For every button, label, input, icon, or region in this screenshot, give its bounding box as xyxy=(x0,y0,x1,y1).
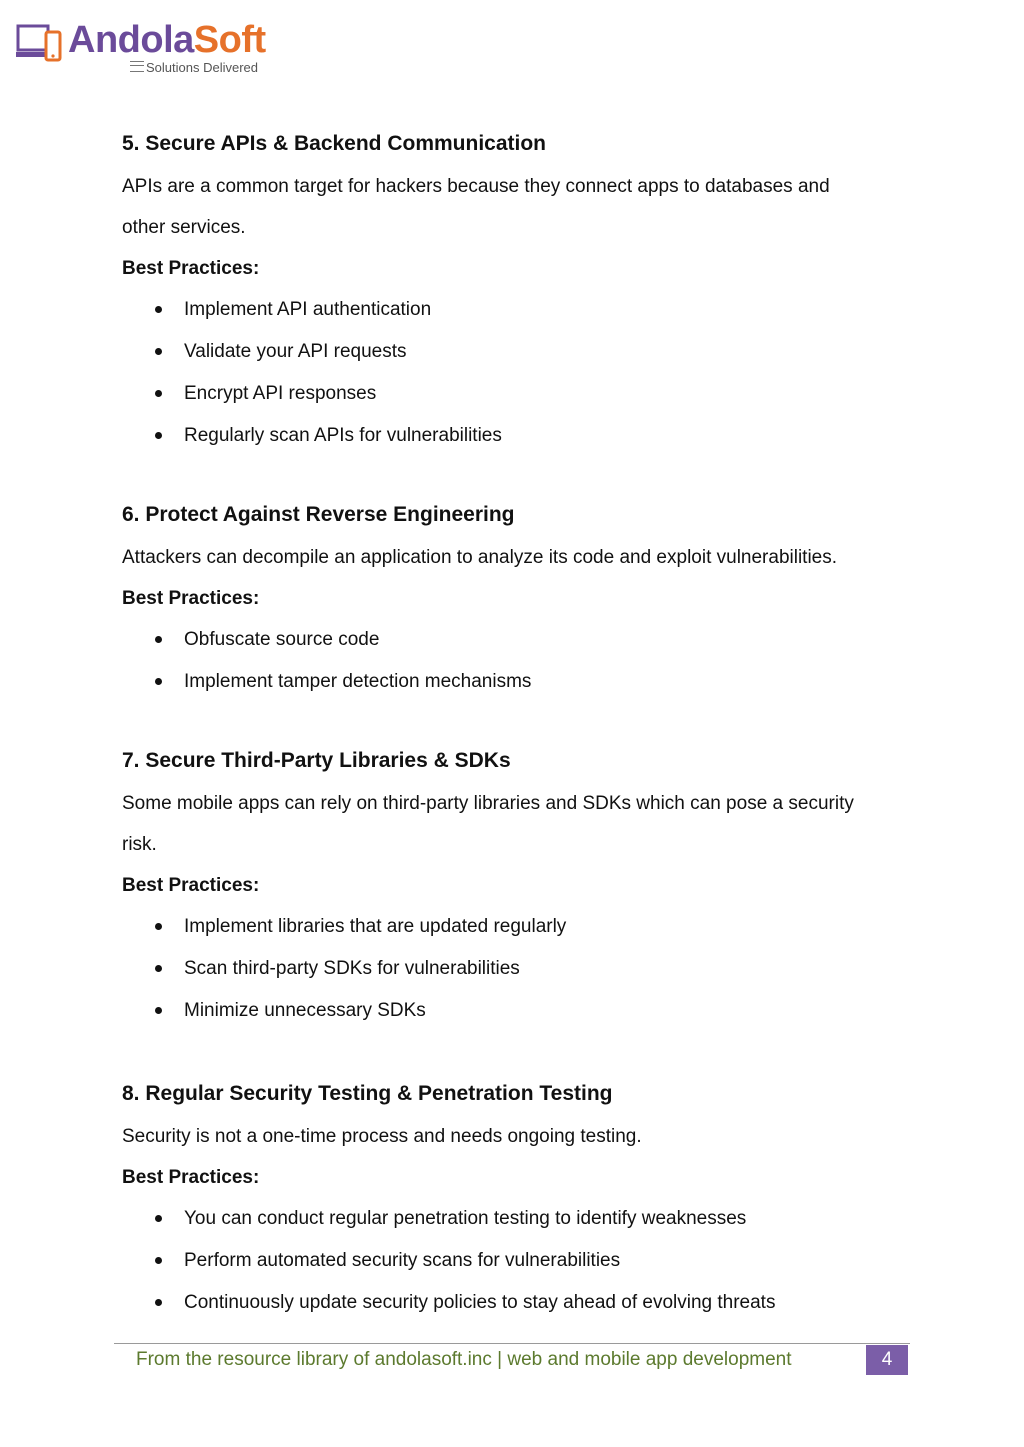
list-item xyxy=(122,373,912,415)
section-title: 8. Regular Security Testing & Penetration Testing xyxy=(122,1082,613,1105)
bullet-icon xyxy=(155,923,162,930)
list-item xyxy=(122,661,912,703)
section-spacer xyxy=(122,457,912,497)
list-item-text: Encrypt API responses xyxy=(184,383,377,404)
list-item-text: Implement tamper detection mechanisms xyxy=(184,671,532,692)
tagline-text: Solutions Delivered xyxy=(146,60,259,75)
best-practices-list xyxy=(122,619,912,703)
list-item-text: Implement API authentication xyxy=(184,299,432,320)
bullet-icon xyxy=(155,1299,162,1306)
document-body xyxy=(122,126,912,1324)
bullet-icon xyxy=(155,306,162,313)
section-intro-line: other services. xyxy=(122,217,246,238)
best-practices-label: Best Practices: xyxy=(122,588,260,609)
logo-brand-part1: Andola xyxy=(68,19,194,61)
section-intro-line: Some mobile apps can rely on third-party libraries and SDKs which can pose a security xyxy=(122,793,854,814)
section-spacer xyxy=(122,1032,912,1076)
list-item-text: Minimize unnecessary SDKs xyxy=(184,1000,426,1021)
list-item xyxy=(122,1282,912,1324)
best-practices-list xyxy=(122,289,912,457)
logo-tagline xyxy=(130,60,258,75)
best-practices-label: Best Practices: xyxy=(122,1167,260,1188)
best-practices-label: Best Practices: xyxy=(122,875,260,896)
best-practices-label: Best Practices: xyxy=(122,258,260,279)
section-intro-line: APIs are a common target for hackers because they connect apps to databases and xyxy=(122,176,830,197)
footer-divider xyxy=(114,1343,910,1344)
footer-text: From the resource library of andolasoft.inc | web and mobile app development xyxy=(136,1349,792,1370)
logo-brand-part2: Soft xyxy=(193,19,266,61)
devices-icon xyxy=(16,22,66,70)
section-security-testing xyxy=(122,1076,912,1324)
section-third-party-libraries xyxy=(122,743,912,1032)
company-logo xyxy=(16,16,276,78)
section-intro-line: risk. xyxy=(122,834,157,855)
list-item-text: You can conduct regular penetration testing to identify weaknesses xyxy=(184,1208,747,1229)
bullet-icon xyxy=(155,1257,162,1264)
list-item xyxy=(122,1198,912,1240)
logo-wordmark xyxy=(68,18,266,62)
bullet-icon xyxy=(155,348,162,355)
list-item xyxy=(122,619,912,661)
list-item-text: Continuously update security policies to stay ahead of evolving threats xyxy=(184,1292,776,1313)
section-reverse-engineering xyxy=(122,497,912,703)
list-item-text: Obfuscate source code xyxy=(184,629,380,650)
section-intro-line: Attackers can decompile an application to analyze its code and exploit vulnerabilities. xyxy=(122,547,838,568)
list-item xyxy=(122,331,912,373)
section-title: 6. Protect Against Reverse Engineering xyxy=(122,503,515,526)
section-title: 5. Secure APIs & Backend Communication xyxy=(122,132,547,155)
list-item-text: Scan third-party SDKs for vulnerabilities xyxy=(184,958,520,979)
list-item-text: Implement libraries that are updated regularly xyxy=(184,916,567,937)
list-item xyxy=(122,415,912,457)
list-item xyxy=(122,990,912,1032)
section-title: 7. Secure Third-Party Libraries & SDKs xyxy=(122,749,511,772)
list-item xyxy=(122,906,912,948)
section-secure-apis xyxy=(122,126,912,457)
section-spacer xyxy=(122,703,912,743)
bullet-icon xyxy=(155,1215,162,1222)
bullet-icon xyxy=(155,1007,162,1014)
list-item-text: Regularly scan APIs for vulnerabilities xyxy=(184,425,502,446)
bullet-icon xyxy=(155,432,162,439)
best-practices-list xyxy=(122,906,912,1032)
lines-icon xyxy=(130,61,144,72)
bullet-icon xyxy=(155,965,162,972)
list-item-text: Validate your API requests xyxy=(184,341,407,362)
list-item xyxy=(122,289,912,331)
list-item-text: Perform automated security scans for vulnerabilities xyxy=(184,1250,621,1271)
bullet-icon xyxy=(155,636,162,643)
list-item xyxy=(122,1240,912,1282)
page-number-badge: 4 xyxy=(866,1345,908,1375)
section-intro-line: Security is not a one-time process and needs ongoing testing. xyxy=(122,1126,642,1147)
bullet-icon xyxy=(155,390,162,397)
list-item xyxy=(122,948,912,990)
bullet-icon xyxy=(155,678,162,685)
best-practices-list xyxy=(122,1198,912,1324)
